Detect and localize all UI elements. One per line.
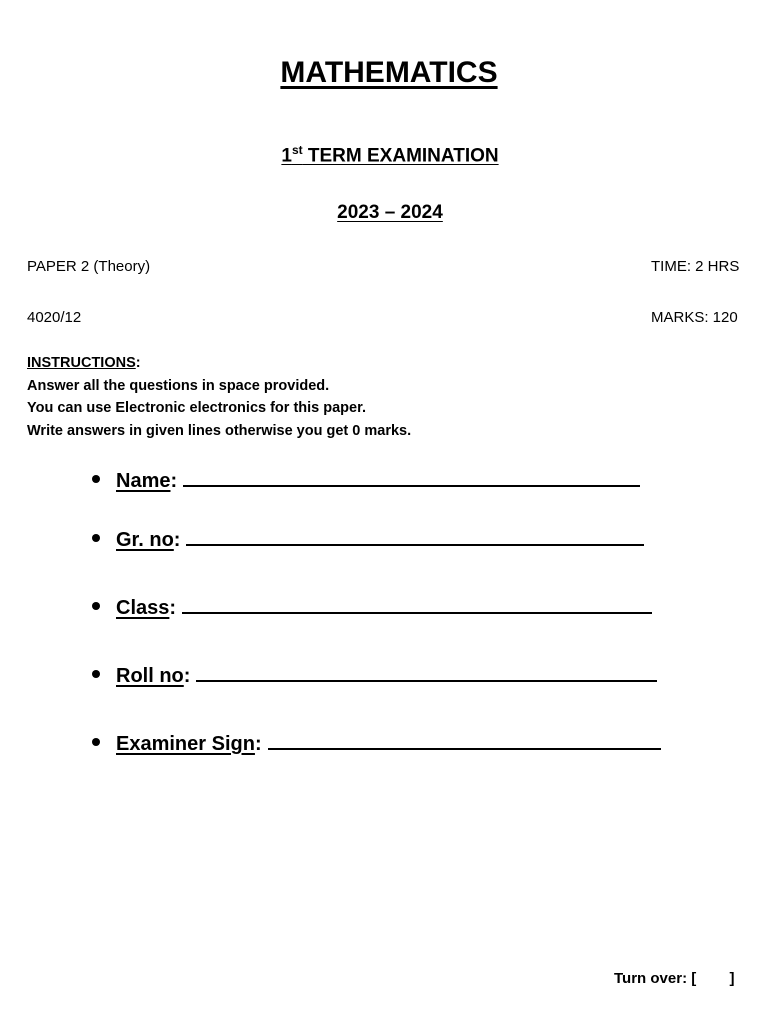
exam-session: 2023 – 2024	[337, 202, 443, 223]
field-separator: :	[183, 665, 191, 687]
examiner-sign-answer-line[interactable]	[268, 747, 661, 750]
term-number: 1	[281, 145, 292, 167]
class-answer-line[interactable]	[182, 611, 652, 614]
field-separator: :	[170, 470, 178, 492]
field-roll-no	[92, 665, 657, 688]
bullet-icon	[92, 670, 100, 678]
instruction-line: Answer all the questions in space provided.	[27, 377, 330, 394]
instruction-line: You can use Electronic electronics for this paper.	[27, 400, 366, 416]
field-separator: :	[173, 529, 181, 551]
turn-over-label: Turn over: [ ]	[614, 970, 735, 987]
field-class	[92, 597, 652, 620]
instructions-heading	[27, 352, 411, 375]
field-examiner-sign-label: Examiner Sign	[116, 733, 255, 755]
field-gr-no	[92, 529, 644, 552]
term-text: TERM EXAMINATION	[302, 145, 499, 167]
instruction-line: Write answers in given lines otherwise you get 0 marks.	[27, 422, 412, 439]
bullet-icon	[92, 738, 100, 746]
paper-code: 4020/12	[27, 309, 82, 326]
term-suffix: st	[291, 143, 303, 157]
instructions-heading-colon: :	[135, 355, 141, 371]
instructions	[27, 352, 411, 442]
roll-no-answer-line[interactable]	[196, 679, 657, 682]
instructions-heading-text: INSTRUCTIONS	[27, 355, 136, 371]
field-separator: :	[254, 733, 262, 755]
field-gr-no-label: Gr. no	[116, 529, 174, 551]
bullet-icon	[92, 475, 100, 483]
field-name-label: Name	[116, 470, 171, 492]
field-separator: :	[169, 597, 177, 619]
exam-term	[0, 143, 768, 167]
page-title: MATHEMATICS	[280, 56, 498, 89]
gr-no-answer-line[interactable]	[186, 543, 644, 546]
time-label: TIME: 2 HRS	[651, 258, 740, 275]
field-name	[92, 470, 640, 493]
bullet-icon	[92, 602, 100, 610]
field-roll-no-label: Roll no	[116, 665, 184, 687]
field-class-label: Class	[116, 597, 170, 619]
marks-label: MARKS: 120	[651, 309, 738, 326]
paper-label: PAPER 2 (Theory)	[27, 258, 151, 275]
name-answer-line[interactable]	[183, 484, 640, 487]
field-examiner-sign	[92, 733, 661, 756]
bullet-icon	[92, 534, 100, 542]
